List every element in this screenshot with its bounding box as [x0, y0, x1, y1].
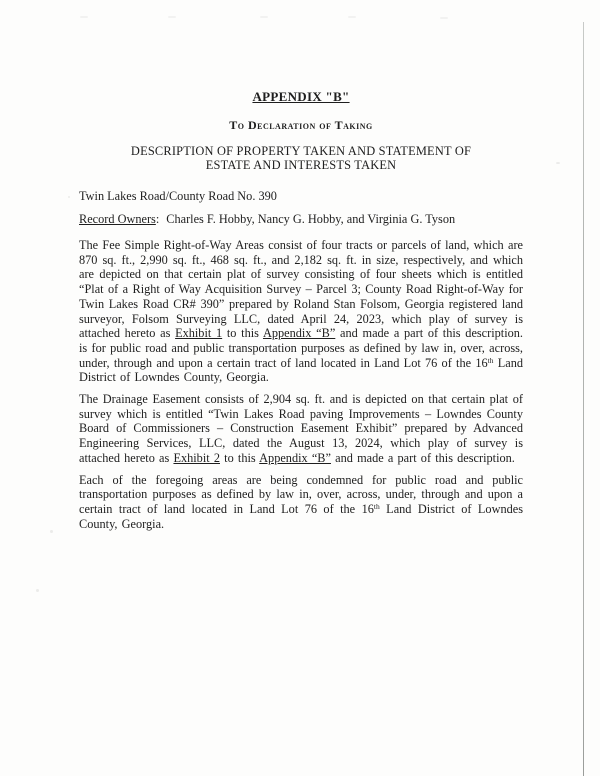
scan-speck	[556, 162, 560, 164]
paragraph-text: to this	[222, 326, 263, 341]
superscript-ordinal: th	[487, 355, 494, 365]
appendix-title-text: APPENDIX "B"	[252, 89, 350, 104]
body-paragraphs	[79, 238, 523, 531]
paragraph-text: and made a part of this description.	[330, 450, 515, 465]
scan-speck	[68, 196, 70, 198]
description-heading-line2: ESTATE AND INTERESTS TAKEN	[205, 158, 397, 172]
paragraph-text: and made a part of this description. is for public road and public transportation purposes as defined by law in, over, across, under, through and upon a certain tract of land located in Land Lot 76 of the 16	[79, 326, 524, 370]
record-owners-value: Charles F. Hobby, Nancy G. Hobby, and Virginia G. Tyson	[166, 212, 456, 226]
document-body	[79, 0, 523, 538]
paragraph	[79, 392, 523, 466]
paragraph-text: to this	[219, 450, 260, 465]
paragraph-text: Each of the foregoing areas are being condemned for public road and public transportation purposes as defined by law in, over, across, under, through and upon a certain tract of land located in Land Lot 76 of the 16	[79, 472, 523, 516]
paragraph	[79, 473, 523, 532]
paragraph-text: The Fee Simple Right-of-Way Areas consist of four tracts or parcels of land, which are 870 sq. ft., 2,990 sq. ft., 468 sq. ft., and 2,182 sq. ft. in size, respectively, and which are depicted on that certain plat of survey consisting of four sheets which is entitled “Plat of a Right of Way Acquisition Survey – Parcel 3; County Road Right-of-Way for Twin Lakes Road CR# 390” prepared by Roland Stan Folsom, Georgia registered land surveyor, Folsom Surveying LLC, dated April 24, 2023, which play of survey is attached hereto as	[79, 238, 523, 341]
paragraph-text: Land District of Lowndes County, Georgia.	[79, 501, 523, 531]
underlined-reference: Appendix “B”	[259, 450, 331, 465]
superscript-ordinal: th	[373, 501, 380, 511]
underlined-reference: Appendix “B”	[262, 326, 336, 341]
description-heading-line1: DESCRIPTION OF PROPERTY TAKEN AND STATEMENT OF	[130, 144, 472, 158]
paragraph-text: The Drainage Easement consists of 2,904 sq. ft. and is depicted on that certain plat of survey which is entitled “Twin Lakes Road paving Improvements – Lowndes County Board of Commissioners – Construction Easement Exhibit” prepared by Advanced Engineering Services, LLC, dated the August 13, 2024, which play of survey is attached hereto as	[79, 392, 523, 465]
record-owners-separator: :	[155, 212, 160, 226]
scan-speck	[50, 530, 53, 533]
paragraph	[79, 238, 523, 385]
scan-edge-line	[583, 22, 584, 776]
appendix-title	[79, 90, 523, 104]
record-owners-label: Record Owners	[79, 212, 156, 226]
paragraph-text: Land District of Lowndes County, Georgia.	[79, 355, 523, 385]
underlined-reference: Exhibit 1	[175, 326, 223, 341]
record-owners-line	[79, 212, 523, 226]
scan-speck	[36, 589, 39, 592]
road-name-line: Twin Lakes Road/County Road No. 390	[79, 189, 277, 203]
declaration-subtitle: To Declaration of Taking	[229, 118, 373, 132]
underlined-reference: Exhibit 2	[173, 450, 220, 465]
description-heading	[79, 144, 523, 172]
